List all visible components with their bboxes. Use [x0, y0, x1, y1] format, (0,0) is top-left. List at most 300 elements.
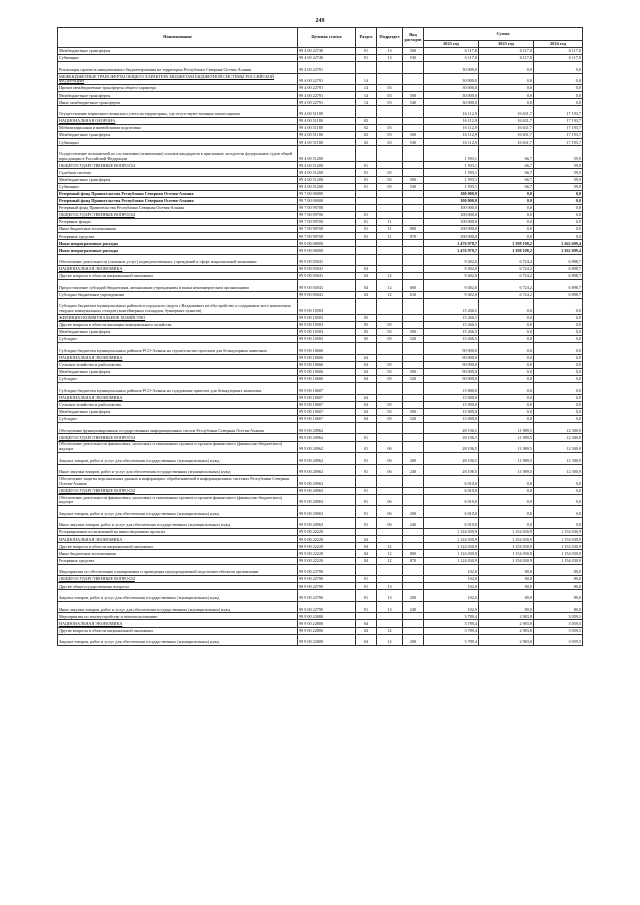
row-section-cell: 01: [356, 226, 377, 233]
row-code-cell: 99 9 00 20963: [298, 487, 356, 494]
row-section-cell: [356, 613, 377, 620]
row-sum-year-3: 6 117,0: [534, 48, 583, 55]
table-row: [58, 219, 583, 226]
header-expense-type: Вид расходов: [403, 28, 424, 48]
row-expense-type-cell: [403, 106, 424, 118]
row-name-cell: [58, 401, 298, 408]
row-sum-year-3: 0,0: [534, 204, 583, 211]
row-sum-year-1: 28 196,5: [424, 464, 479, 476]
row-sum-year-1: 9 402,0: [424, 273, 479, 280]
row-code-cell: 99 9 00 20963: [298, 476, 356, 488]
row-sum-year-2: 0,0: [479, 383, 534, 395]
row-section-cell: 01: [356, 48, 377, 55]
row-sum-year-2: 0,0: [479, 226, 534, 233]
row-expense-type-cell: 530: [403, 183, 424, 190]
row-code-cell: 99 9 00 00000: [298, 247, 356, 254]
row-subsection-cell: 05: [377, 176, 403, 183]
row-name-cell: [58, 613, 298, 620]
row-section-cell: [356, 343, 377, 355]
row-sum-year-1: 15 266,5: [424, 336, 479, 343]
row-sum-year-3: 0,0: [534, 354, 583, 361]
row-sum-year-1: 15 000,0: [424, 408, 479, 415]
row-sum-year-1: 3 789,4: [424, 620, 479, 627]
row-expense-type-cell: 500: [403, 48, 424, 55]
row-sum-year-1: 16 112,9: [424, 125, 479, 132]
row-code-cell: 99 9 00 05041: [298, 280, 356, 292]
row-code-cell: 99 9 00 05041: [298, 273, 356, 280]
row-expense-type-cell: 240: [403, 464, 424, 476]
row-name-text: Иные закупки товаров, работ и услуг для обеспечения государственных (муниципальных) нужд: [59, 469, 231, 475]
row-subsection-cell: [377, 212, 403, 219]
row-sum-year-3: 0,0: [534, 506, 583, 518]
row-expense-type-cell: 200: [403, 506, 424, 518]
row-name-cell: [58, 204, 298, 211]
table-row: [58, 408, 583, 415]
table-row: [58, 601, 583, 613]
header-sum: Сумма: [424, 28, 583, 41]
row-sum-year-3: 3 059,5: [534, 634, 583, 646]
row-sum-year-3: 1 154 030,9: [534, 529, 583, 536]
row-sum-year-2: 11 989,5: [479, 464, 534, 476]
row-subsection-cell: 06: [377, 441, 403, 453]
row-name-cell: [58, 620, 298, 627]
row-sum-year-2: 66,7: [479, 183, 534, 190]
row-sum-year-2: 80,0: [479, 590, 534, 602]
row-sum-year-3: 0,0: [534, 336, 583, 343]
row-sum-year-3: 80,0: [534, 583, 583, 590]
table-row: [58, 273, 583, 280]
row-name-cell: [58, 434, 298, 441]
row-sum-year-1: 100 000,0: [424, 197, 479, 204]
table-row: [58, 613, 583, 620]
table-header: [58, 28, 583, 48]
row-sum-year-2: 16 631,7: [479, 125, 534, 132]
row-sum-year-1: 1 593,1: [424, 169, 479, 176]
row-name-cell: [58, 394, 298, 401]
table-row: [58, 394, 583, 401]
row-sum-year-3: 0,0: [534, 415, 583, 422]
row-section-cell: [356, 247, 377, 254]
row-code-cell: 99 9 00 22800: [298, 613, 356, 620]
row-sum-year-3: 12 300,9: [534, 422, 583, 434]
row-name-text: Межбюджетные трансферты: [59, 176, 111, 182]
row-name-text: НАЦИОНАЛЬНАЯ ОБОРОНА: [59, 118, 116, 124]
table-row: [58, 550, 583, 557]
row-code-cell: 99 9 00 22800: [298, 620, 356, 627]
row-sum-year-2: 6 724,2: [479, 273, 534, 280]
row-sum-year-1: 1 124 030,9: [424, 529, 479, 536]
row-sum-year-1: 9 402,0: [424, 291, 479, 298]
header-name: Наименование: [58, 28, 298, 48]
row-section-cell: 04: [356, 543, 377, 550]
row-sum-year-2: 0,0: [479, 401, 534, 408]
row-section-cell: [356, 240, 377, 247]
row-name-text: Другие общегосударственные вопросы: [59, 583, 129, 589]
row-subsection-cell: 05: [377, 169, 403, 176]
row-sum-year-1: 30 000,0: [424, 62, 479, 74]
row-name-text: Обеспечение функционирования государственных информационных систем Республики Северная Осетия-Алания: [59, 427, 264, 433]
row-subsection-cell: [377, 354, 403, 361]
row-subsection-cell: 12: [377, 557, 403, 564]
row-sum-year-2: 0,0: [479, 219, 534, 226]
table-row: [58, 441, 583, 453]
row-sum-year-3: 80,0: [534, 564, 583, 576]
row-sum-year-2: 0,0: [479, 197, 534, 204]
row-sum-year-2: 0,0: [479, 190, 534, 197]
row-sum-year-1: 1 593,1: [424, 162, 479, 169]
row-sum-year-2: 0,0: [479, 233, 534, 240]
row-code-cell: 99 9 00 22220: [298, 529, 356, 536]
row-expense-type-cell: [403, 620, 424, 627]
row-expense-type-cell: [403, 476, 424, 488]
budget-table: [57, 27, 583, 646]
row-expense-type-cell: [403, 394, 424, 401]
row-sum-year-2: 80,0: [479, 583, 534, 590]
row-section-cell: 01: [356, 576, 377, 583]
row-expense-type-cell: [403, 487, 424, 494]
row-name-text: Прочие межбюджетные трансферты общего характера: [59, 85, 157, 91]
row-section-cell: 04: [356, 620, 377, 627]
row-code-cell: 99 9 00 22220: [298, 550, 356, 557]
row-expense-type-cell: [403, 219, 424, 226]
row-name-text: Резервный фонд Правительства Республики Северная Осетия-Алания: [59, 191, 194, 197]
row-sum-year-1: 30 000,0: [424, 99, 479, 106]
table-row: [58, 146, 583, 162]
row-code-cell: 99 7 00 00000: [298, 197, 356, 204]
row-subsection-cell: [377, 620, 403, 627]
row-subsection-cell: [377, 343, 403, 355]
row-section-cell: 01: [356, 212, 377, 219]
row-name-cell: [58, 321, 298, 328]
row-section-cell: 04: [356, 627, 377, 634]
row-name-text: Другие вопросы в области национальной экономики: [59, 543, 153, 549]
row-name-text: Обеспечение деятельности (оказание услуг) подведомственных учреждений в сфере национальной экономики: [59, 259, 257, 265]
row-sum-year-2: 80,0: [479, 576, 534, 583]
row-section-cell: [356, 197, 377, 204]
row-name-text: НАЦИОНАЛЬНАЯ ЭКОНОМИКА: [59, 620, 123, 626]
table-row: [58, 494, 583, 506]
row-expense-type-cell: 500: [403, 368, 424, 375]
row-section-cell: 01: [356, 601, 377, 613]
row-code-cell: 99 9 00 10607: [298, 408, 356, 415]
row-name-text: Другие вопросы в области национальной экономики: [59, 627, 153, 633]
row-name-cell: [58, 197, 298, 204]
table-row: [58, 280, 583, 292]
row-sum-year-1: 6 010,0: [424, 494, 479, 506]
row-subsection-cell: 06: [377, 453, 403, 465]
row-code-cell: 99 9 00 10606: [298, 343, 356, 355]
row-expense-type-cell: [403, 494, 424, 506]
row-name-cell: [58, 564, 298, 576]
row-section-cell: 04: [356, 634, 377, 646]
row-name-cell: [58, 183, 298, 190]
row-code-cell: 99 9 00 10583: [298, 329, 356, 336]
table-row: [58, 85, 583, 92]
row-sum-year-3: 6 898,7: [534, 266, 583, 273]
row-name-text: Закупка товаров, работ и услуг для обеспечения государственных (муниципальных) нужд: [59, 595, 220, 601]
row-subsection-cell: [377, 73, 403, 85]
row-code-cell: 99 9 00 10583: [298, 314, 356, 321]
row-expense-type-cell: [403, 212, 424, 219]
table-row: [58, 422, 583, 434]
row-subsection-cell: 03: [377, 92, 403, 99]
row-name-cell: [58, 62, 298, 74]
row-code-cell: 99 4 00 51200: [298, 176, 356, 183]
row-sum-year-1: 90 000,0: [424, 343, 479, 355]
row-sum-year-3: 0,0: [534, 329, 583, 336]
row-section-cell: 04: [356, 280, 377, 292]
row-code-cell: 99 9 00 22790: [298, 564, 356, 576]
row-sum-year-3: 0,0: [534, 476, 583, 488]
row-sum-year-2: 0,0: [479, 517, 534, 529]
row-expense-type-cell: [403, 434, 424, 441]
row-sum-year-2: 0,0: [479, 354, 534, 361]
row-name-text: Реализация проектов инициативного бюджетирования на территории Республики Северная Осетия-Алания: [59, 66, 252, 72]
row-sum-year-3: 12 300,9: [534, 464, 583, 476]
row-sum-year-2: 0,0: [479, 212, 534, 219]
row-section-cell: 14: [356, 92, 377, 99]
row-sum-year-2: 0,0: [479, 368, 534, 375]
table-row: [58, 125, 583, 132]
row-sum-year-2: 0,0: [479, 361, 534, 368]
row-subsection-cell: 13: [377, 583, 403, 590]
row-sum-year-1: 1 593,1: [424, 183, 479, 190]
row-subsection-cell: [377, 394, 403, 401]
row-name-text: Межбюджетные трансферты: [59, 132, 111, 138]
row-subsection-cell: 05: [377, 368, 403, 375]
row-name-cell: [58, 247, 298, 254]
row-subsection-cell: [377, 190, 403, 197]
row-sum-year-1: 15 266,5: [424, 298, 479, 314]
row-name-text: Межбюджетные трансферты: [59, 369, 111, 375]
row-section-cell: 01: [356, 434, 377, 441]
row-code-cell: 99 4 00 51200: [298, 162, 356, 169]
row-code-cell: 99 9 00 20962: [298, 441, 356, 453]
row-name-cell: [58, 415, 298, 422]
row-section-cell: 01: [356, 590, 377, 602]
row-subsection-cell: 12: [377, 280, 403, 292]
table-row: [58, 401, 583, 408]
row-name-cell: [58, 343, 298, 355]
row-subsection-cell: 03: [377, 99, 403, 106]
row-section-cell: 14: [356, 99, 377, 106]
row-sum-year-1: 3 789,4: [424, 613, 479, 620]
row-expense-type-cell: 200: [403, 634, 424, 646]
row-name-text: Иные непрограммные расходы: [59, 240, 119, 246]
row-expense-type-cell: [403, 162, 424, 169]
table-row: [58, 576, 583, 583]
row-sum-year-2: 0,0: [479, 487, 534, 494]
row-sum-year-1: 15 000,0: [424, 394, 479, 401]
row-sum-year-3: 59,9: [534, 169, 583, 176]
row-sum-year-3: 0,0: [534, 314, 583, 321]
row-sum-year-2: 6 724,2: [479, 291, 534, 298]
row-name-cell: [58, 590, 298, 602]
row-expense-type-cell: 800: [403, 550, 424, 557]
row-expense-type-cell: 500: [403, 132, 424, 139]
row-subsection-cell: [377, 613, 403, 620]
row-sum-year-3: 3 059,5: [534, 620, 583, 627]
row-name-cell: [58, 529, 298, 536]
table-row: [58, 266, 583, 273]
table-row: [58, 169, 583, 176]
row-section-cell: 04: [356, 415, 377, 422]
row-name-cell: [58, 132, 298, 139]
table-row: [58, 190, 583, 197]
row-sum-year-2: 16 631,7: [479, 117, 534, 124]
row-section-cell: 01: [356, 162, 377, 169]
row-expense-type-cell: [403, 441, 424, 453]
row-sum-year-2: 1 154 030,9: [479, 550, 534, 557]
row-sum-year-3: 0,0: [534, 92, 583, 99]
row-code-cell: 99 9 00 10583: [298, 298, 356, 314]
row-sum-year-1: 1 476 978,7: [424, 240, 479, 247]
row-expense-type-cell: 800: [403, 226, 424, 233]
row-name-cell: [58, 601, 298, 613]
row-code-cell: 99 9 00 10607: [298, 383, 356, 395]
row-sum-year-2: 0,0: [479, 376, 534, 383]
table-row: [58, 73, 583, 85]
row-sum-year-2: 0,0: [479, 298, 534, 314]
row-name-text: Субсидии: [59, 416, 77, 422]
row-sum-year-1: 6 010,0: [424, 476, 479, 488]
row-section-cell: 01: [356, 55, 377, 62]
row-section-cell: [356, 190, 377, 197]
row-sum-year-2: 0,0: [479, 506, 534, 518]
row-name-cell: [58, 506, 298, 518]
row-name-cell: [58, 291, 298, 298]
row-name-text: Субвенции: [59, 139, 79, 145]
row-expense-type-cell: 530: [403, 139, 424, 146]
row-name-cell: [58, 125, 298, 132]
header-subsection: Подраздел: [377, 28, 403, 48]
row-name-cell: [58, 476, 298, 488]
row-sum-year-2: 6 117,0: [479, 48, 534, 55]
row-subsection-cell: 05: [377, 321, 403, 328]
row-subsection-cell: [377, 529, 403, 536]
row-section-cell: [356, 529, 377, 536]
row-sum-year-1: 102,0: [424, 601, 479, 613]
row-sum-year-3: 17 193,7: [534, 125, 583, 132]
row-sum-year-2: 11 989,5: [479, 453, 534, 465]
row-section-cell: 04: [356, 368, 377, 375]
row-sum-year-2: 0,0: [479, 99, 534, 106]
row-code-cell: 99 7 00 99700: [298, 226, 356, 233]
table-row: [58, 139, 583, 146]
table-row: [58, 162, 583, 169]
row-section-cell: 04: [356, 354, 377, 361]
row-subsection-cell: [377, 422, 403, 434]
row-sum-year-3: 0,0: [534, 487, 583, 494]
row-name-cell: [58, 99, 298, 106]
row-code-cell: 99 9 00 05041: [298, 254, 356, 266]
row-section-cell: 01: [356, 494, 377, 506]
row-name-cell: [58, 92, 298, 99]
row-name-text: Обеспечение защиты персональных данных и информации, обрабатываемой в информационных системах Республики Северная Осетия-Алания: [59, 475, 289, 486]
row-sum-year-3: 80,0: [534, 590, 583, 602]
row-code-cell: 99 9 00 22220: [298, 557, 356, 564]
row-name-cell: [58, 441, 298, 453]
row-code-cell: 99 4 00 51180: [298, 125, 356, 132]
row-section-cell: [356, 383, 377, 395]
row-subsection-cell: 05: [377, 415, 403, 422]
row-subsection-cell: [377, 383, 403, 395]
row-section-cell: 05: [356, 314, 377, 321]
row-section-cell: 14: [356, 73, 377, 85]
row-sum-year-1: 28 196,5: [424, 453, 479, 465]
row-expense-type-cell: 530: [403, 55, 424, 62]
row-sum-year-3: 6 898,7: [534, 280, 583, 292]
row-sum-year-3: 6 898,7: [534, 291, 583, 298]
row-expense-type-cell: [403, 422, 424, 434]
row-section-cell: 01: [356, 219, 377, 226]
row-code-cell: 99 7 00 99700: [298, 233, 356, 240]
row-section-cell: [356, 298, 377, 314]
row-name-cell: [58, 106, 298, 118]
row-name-text: Другие вопросы в области жилищно-коммунального хозяйства: [59, 322, 172, 328]
table-row: [58, 226, 583, 233]
row-subsection-cell: [377, 576, 403, 583]
row-sum-year-2: 11 989,5: [479, 422, 534, 434]
row-sum-year-1: 16 112,9: [424, 132, 479, 139]
row-name-text: Межбюджетные трансферты: [59, 48, 111, 54]
row-expense-type-cell: 200: [403, 453, 424, 465]
row-subsection-cell: 05: [377, 329, 403, 336]
row-subsection-cell: [377, 266, 403, 273]
table-row: [58, 117, 583, 124]
row-sum-year-1: 28 196,5: [424, 434, 479, 441]
row-sum-year-3: 6 898,7: [534, 273, 583, 280]
row-subsection-cell: 11: [377, 219, 403, 226]
row-expense-type-cell: 540: [403, 99, 424, 106]
row-code-cell: 99 9 00 20963: [298, 506, 356, 518]
row-name-cell: [58, 517, 298, 529]
row-sum-year-3: 0,0: [534, 368, 583, 375]
row-subsection-cell: 06: [377, 464, 403, 476]
row-subsection-cell: 12: [377, 550, 403, 557]
row-sum-year-2: 16 631,7: [479, 139, 534, 146]
row-sum-year-1: 30 000,0: [424, 85, 479, 92]
row-sum-year-1: 6 010,0: [424, 487, 479, 494]
row-subsection-cell: [377, 62, 403, 74]
row-name-text: Резервные средства: [59, 557, 95, 563]
row-sum-year-1: 1 124 030,9: [424, 536, 479, 543]
row-expense-type-cell: [403, 125, 424, 132]
row-expense-type-cell: 500: [403, 176, 424, 183]
row-section-cell: 01: [356, 517, 377, 529]
row-expense-type-cell: [403, 321, 424, 328]
header-year-2: 2023 год: [479, 41, 534, 48]
row-section-cell: 01: [356, 487, 377, 494]
row-sum-year-3: 17 193,7: [534, 132, 583, 139]
row-section-cell: [356, 106, 377, 118]
row-name-text: Закупка товаров, работ и услуг для обеспечения государственных (муниципальных) нужд: [59, 510, 220, 516]
row-name-cell: [58, 226, 298, 233]
row-name-text: НАЦИОНАЛЬНАЯ ЭКОНОМИКА: [59, 266, 123, 272]
row-sum-year-1: 90 000,0: [424, 354, 479, 361]
row-sum-year-2: 2 983,8: [479, 627, 534, 634]
row-sum-year-2: 0,0: [479, 85, 534, 92]
row-name-text: Иные межбюджетные трансферты: [59, 99, 121, 105]
row-expense-type-cell: [403, 73, 424, 85]
row-sum-year-3: 59,9: [534, 183, 583, 190]
row-section-cell: [356, 254, 377, 266]
row-sum-year-2: 0,0: [479, 321, 534, 328]
row-sum-year-3: 0,0: [534, 408, 583, 415]
row-name-cell: [58, 361, 298, 368]
row-code-cell: 99 7 00 00000: [298, 190, 356, 197]
row-subsection-cell: 05: [377, 401, 403, 408]
